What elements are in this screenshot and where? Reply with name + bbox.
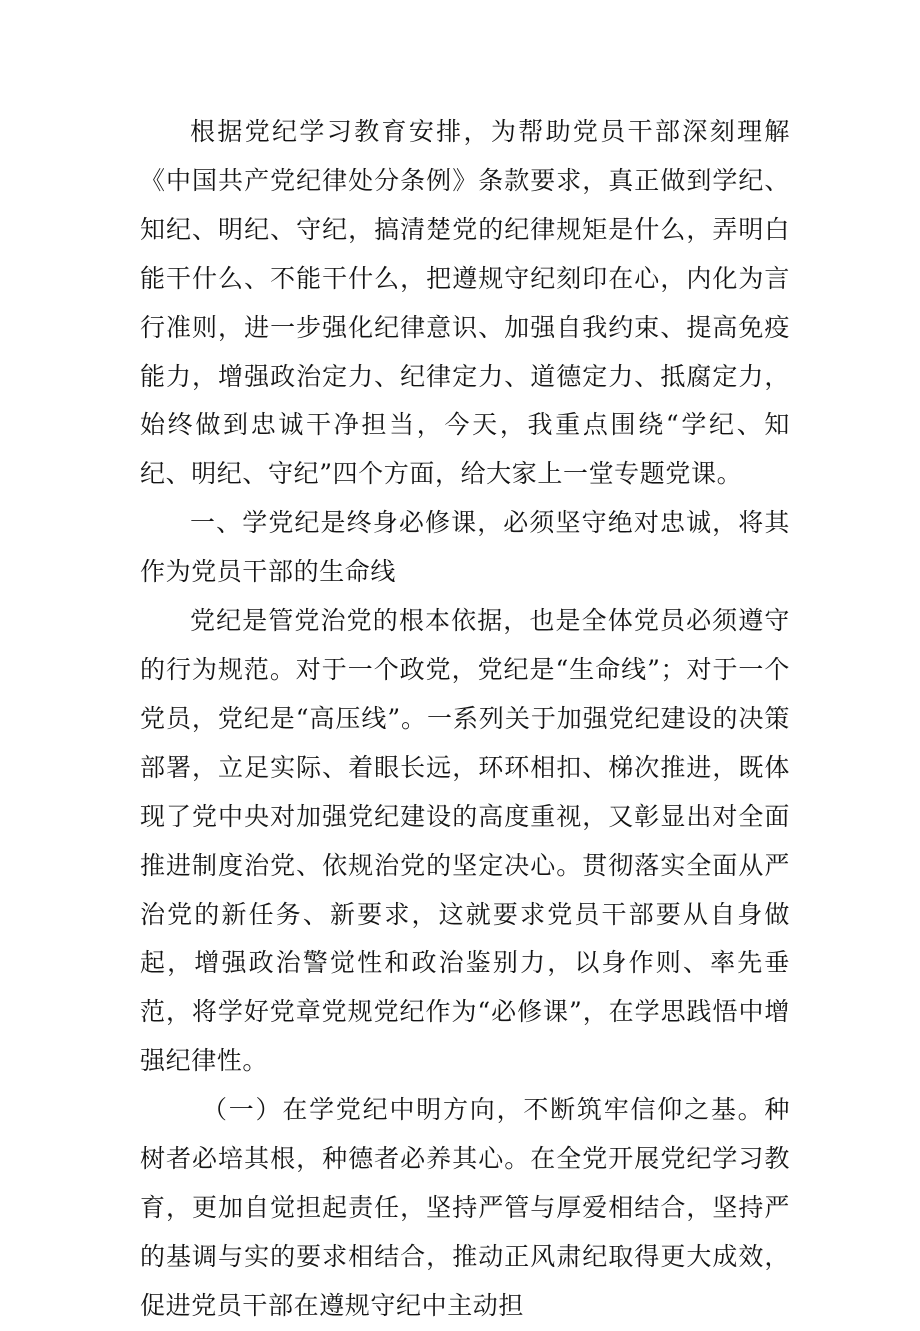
intro-paragraph: 根据党纪学习教育安排，为帮助党员干部深刻理解《中国共产党纪律处分条例》条款要求，真正做到学纪、知纪、明纪、守纪，搞清楚党的纪律规矩是什么，弄明白能干什么、不能干什么，把遵规守纪刻印在心，内化为言行准则，进一步强化纪律意识、加强自我约束、提高免疫能力，增强政治定力、纪律定力、道德定力、抵腐定力，始终做到忠诚干净担当，今天，我重点围绕“学纪、知纪、明纪、守纪”四个方面，给大家上一堂专题党课。 xyxy=(140,117,790,489)
subsection-paragraph-1: （一）在学党纪中明方向，不断筑牢信仰之基。种树者必培其根，种德者必养其心。在全党开展党纪学习教育，更加自觉担起责任，坚持严管与厚爱相结合，坚持严的基调与实的要求相结合，推动正风肃纪取得更大成效，促进党员干部在遵规守纪中主动担 xyxy=(140,1095,790,1320)
body-paragraph: 党纪是管党治党的根本依据，也是全体党员必须遵守的行为规范。对于一个政党，党纪是“生命线”；对于一个党员，党纪是“高压线”。一系列关于加强党纪建设的决策部署，立足实际、着眼长远，环环相扣、梯次推进，既体现了党中央对加强党纪建设的高度重视，又彰显出对全面推进制度治党、依规治党的坚定决心。贯彻落实全面从严治党的新任务、新要求，这就要求党员干部要从自身做起，增强政治警觉性和政治鉴别力，以身作则、率先垂范，将学好党章党规党纪作为“必修课”，在学思践悟中增强纪律性。 xyxy=(140,606,790,1076)
section-heading-1: 一、学党纪是终身必修课，必须坚守绝对忠诚，将其作为党员干部的生命线 xyxy=(140,508,790,587)
document-body xyxy=(140,108,790,1331)
